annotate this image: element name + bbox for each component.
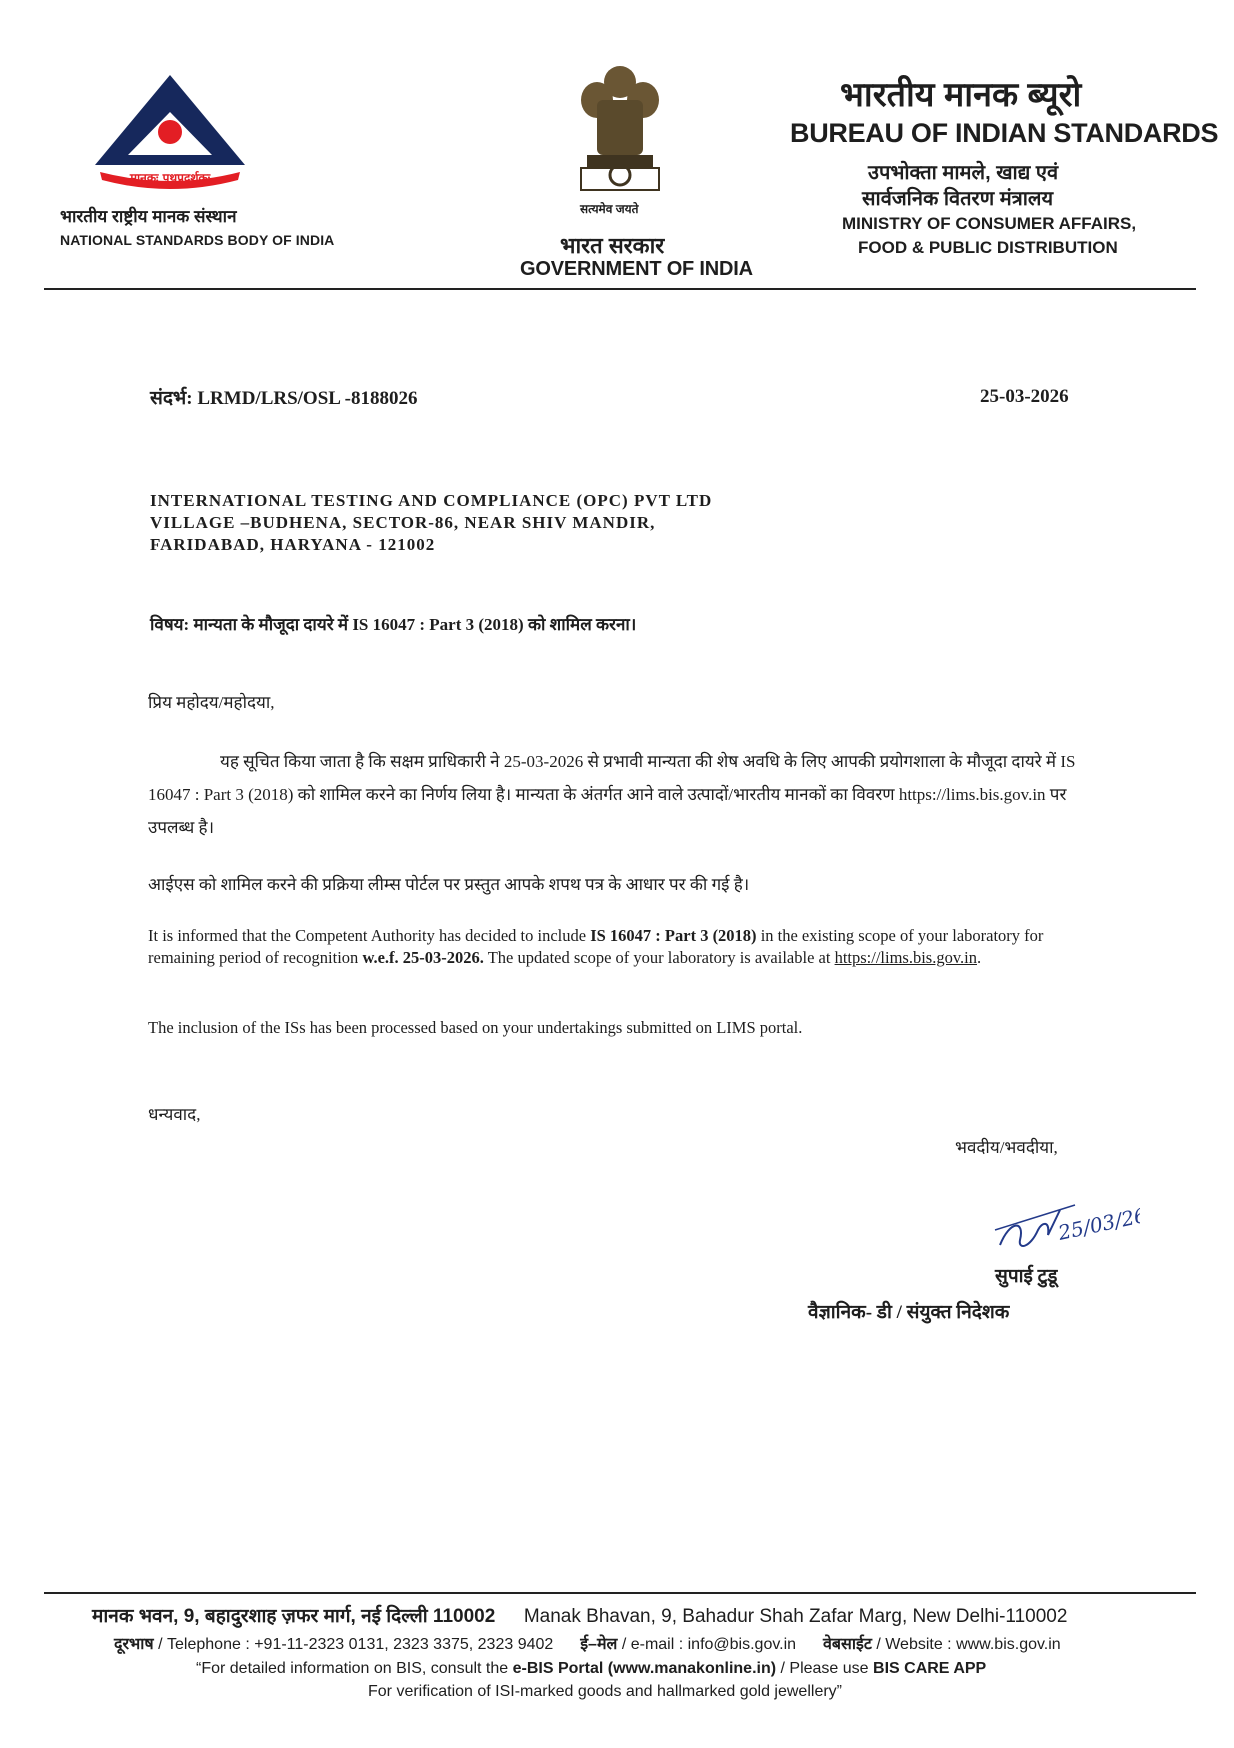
closing: भवदीय/भवदीया, [955,1138,1058,1157]
government-hindi: भारत सरकार [560,233,665,258]
footer-phone: / Telephone : +91-11-2323 0131, 2323 3375, 2323 9402 [153,1636,554,1653]
subject-line: विषय: मान्यता के मौजूदा दायरे में IS 16047 : Part 3 (2018) को शामिल करना। [150,615,637,634]
footer-email: / e-mail : info@bis.gov.in [617,1636,797,1653]
portal-text-2: / Please use [776,1660,874,1677]
footer-contacts [114,1632,1061,1654]
english-para-text-4: . [976,948,982,967]
standard-number: IS 16047 : Part 3 (2018) [590,926,757,945]
hindi-paragraph-2: आईएस को शामिल करने की प्रक्रिया लीम्स पोर्टल पर प्रस्तुत आपके शपथ पत्र के आधार पर की गई है। [148,875,750,894]
header-divider [44,288,1196,290]
footer-website: / Website : www.bis.gov.in [871,1636,1061,1653]
national-emblem [575,60,665,200]
footer-address-english: Manak Bhavan, 9, Bahadur Shah Zafar Marg, New Delhi-110002 [523,1606,1068,1627]
hindi-paragraph-1: यह सूचित किया जाता है कि सक्षम प्राधिकारी ने 25-03-2026 से प्रभावी मान्यता की शेष अवधि के लिए आपकी प्रयोगशाला के मौजूदा दायरे में IS 16047 : Part 3 (2018) को शामिल करने का निर्णय लिया है। मान्यता के अंतर्गत आने वाले उत्पादों/भारतीय मानकों का विवरण https://lims.bis.gov.in पर उपलब्ध है। [148,752,1076,837]
emblem-motto: सत्यमेव जयते [580,202,639,216]
signature-date-scribble: 25/03/26 [1056,1202,1140,1245]
handwritten-signature [990,1190,1140,1270]
phone-label-hindi: दूरभाष [114,1636,154,1653]
signatory-name: सुपाई टुडू [995,1266,1058,1287]
bis-logo-tagline: मानकः पथप्रदर्शकः [129,171,211,185]
signatory-designation: वैज्ञानिक- डी / संयुक्त निदेशक [808,1302,1010,1323]
footer-portal-line [196,1660,986,1678]
website-label-hindi: वेबसाईट [822,1636,872,1653]
ministry-english-line-2: FOOD & PUBLIC DISTRIBUTION [858,238,1118,257]
footer-divider [44,1592,1196,1594]
ministry-hindi-line-2: सार्वजनिक वितरण मंत्रालय [862,188,1054,210]
address-line-3: FARIDABAD, HARYANA - 121002 [150,535,436,554]
letter-date: 25-03-2026 [980,386,1069,407]
english-paragraph-1 [148,925,1088,969]
english-para-text-1: It is informed that the Competent Authority has decided to include [148,926,591,945]
lims-portal-link[interactable]: https://lims.bis.gov.in [834,948,977,967]
footer-address-hindi: मानक भवन, 9, बहादुरशाह ज़फर मार्ग, नई दिल्ली 110002 [92,1606,496,1627]
ministry-hindi-line-1: उपभोक्ता मामले, खाद्य एवं [868,162,1059,184]
bureau-english-title: BUREAU OF INDIAN STANDARDS [790,118,1219,148]
english-para-text-3: The updated scope of your laboratory is available at [483,948,835,967]
bis-logo [70,70,270,200]
bis-hindi-name: भारतीय राष्ट्रीय मानक संस्थान [60,207,237,226]
english-para-text-2: in the existing scope of your laboratory for remaining period of recognition [148,926,1044,967]
bis-english-name: NATIONAL STANDARDS BODY OF INDIA [60,232,335,248]
reference-number: संदर्भ: LRMD/LRS/OSL -8188026 [150,388,418,409]
government-english: GOVERNMENT OF INDIA [520,258,753,280]
effective-date: w.e.f. 25-03-2026. [362,948,484,967]
portal-text-1: “For detailed information on BIS, consult the [196,1660,513,1677]
thanks: धन्यवाद, [148,1105,201,1124]
bis-care-app: BIS CARE APP [873,1660,987,1677]
footer-address [92,1602,1067,1628]
salutation: प्रिय महोदय/महोदया, [148,693,275,712]
english-paragraph-2: The inclusion of the ISs has been processed based on your undertakings submitted on LIMS portal. [148,1018,803,1037]
footer-verification-line: For verification of ISI-marked goods and hallmarked gold jewellery” [368,1683,842,1700]
bureau-hindi-title: भारतीय मानक ब्यूरो [840,76,1082,114]
ministry-english-line-1: MINISTRY OF CONSUMER AFFAIRS, [842,214,1137,233]
portal-name: e-BIS Portal (www.manakonline.in) [512,1660,777,1677]
recipient-address [150,490,712,556]
email-label-hindi: ई–मेल [580,1636,618,1653]
address-line-2: VILLAGE –BUDHENA, SECTOR-86, NEAR SHIV MANDIR, [150,513,656,532]
address-line-1: INTERNATIONAL TESTING AND COMPLIANCE (OPC) PVT LTD [150,491,713,510]
